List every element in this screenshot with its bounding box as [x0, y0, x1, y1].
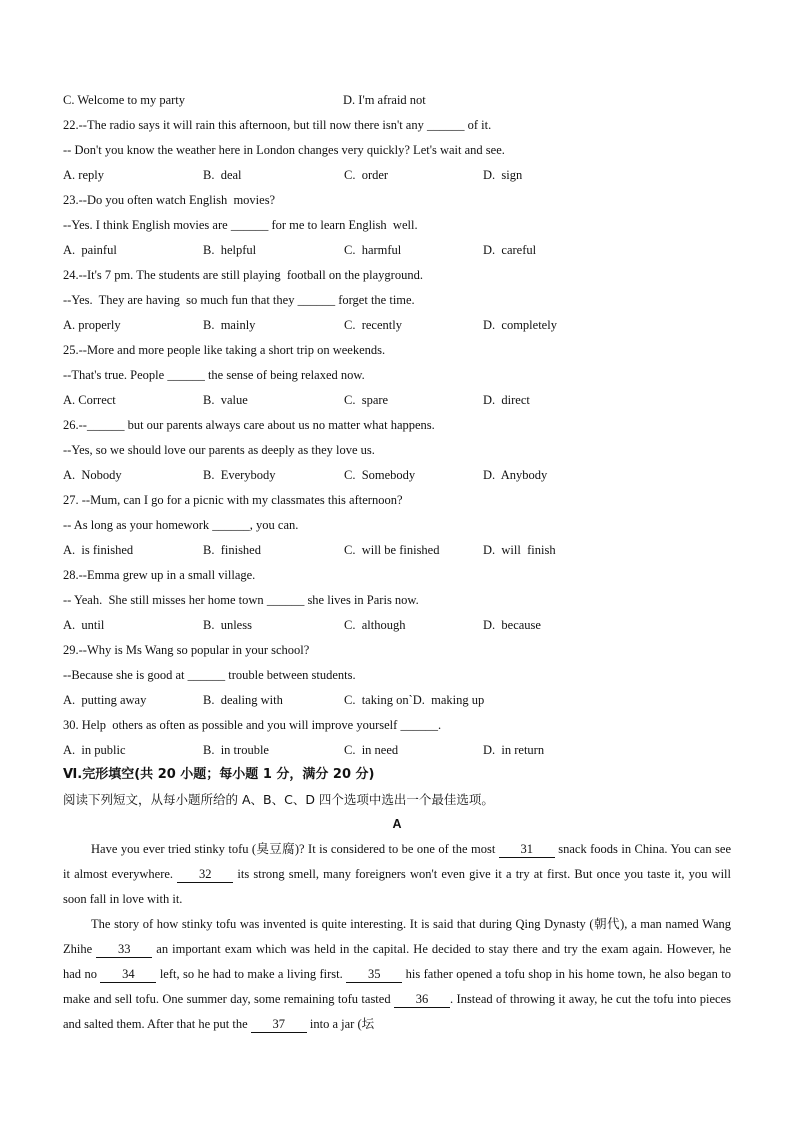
option-a[interactable]: A. painful [63, 243, 117, 257]
question-number: 28. [63, 568, 79, 582]
option-b[interactable]: B. value [203, 393, 248, 407]
option-d[interactable]: D. completely [483, 318, 557, 332]
question-response [63, 438, 731, 463]
option-a[interactable]: A. putting away [63, 693, 147, 707]
option-c[interactable]: C. order [344, 168, 389, 182]
option-d[interactable]: D. will finish [483, 543, 556, 557]
option-c[interactable]: C. although [344, 618, 406, 632]
blank-35[interactable]: 35 [346, 967, 402, 983]
passage-text: an important exam which was held in the capital. He decided to stay there and try the exam again. However, he had no [63, 942, 731, 981]
question-text: for me to learn English well. [268, 218, 418, 232]
section-instruction: 阅读下列短文，从每小题所给的 A、B、C、D 四个选项中选出一个最佳选项。 [63, 792, 494, 807]
options-row [63, 313, 731, 338]
question-response [63, 213, 731, 238]
question-response [63, 588, 731, 613]
question-prompt [63, 563, 731, 588]
question-text: --The radio says it will rain this afternoon, but till now there isn't any [78, 118, 427, 132]
passage-text: left, so he had to make a living first. [156, 967, 347, 981]
passage-text: into a jar (坛 [306, 1017, 375, 1031]
option-b[interactable]: B. dealing with [203, 693, 283, 707]
passage-text: Have you ever tried stinky tofu (臭豆腐)? It is considered to be one of the most [91, 842, 499, 856]
q21-options-tail [63, 88, 731, 113]
question-prompt [63, 713, 731, 738]
blank-36[interactable]: 36 [394, 992, 450, 1008]
blank-31[interactable]: 31 [499, 842, 555, 858]
options-row [63, 388, 731, 413]
option-d[interactable]: D. I'm afraid not [343, 93, 426, 107]
answer-blank[interactable]: ______ [212, 518, 250, 532]
option-b[interactable]: B. mainly [203, 318, 256, 332]
question-text: she lives in Paris now. [304, 593, 419, 607]
option-a[interactable]: A. until [63, 618, 105, 632]
question-text: -- Don't you know the weather here in London changes very quickly? Let's wait and see. [63, 143, 505, 157]
passage-paragraph-2 [63, 912, 731, 1037]
option-b[interactable]: B. finished [203, 543, 261, 557]
question-number: 25. [63, 343, 79, 357]
question-text: --Because she is good at [63, 668, 188, 682]
option-a[interactable]: A. Nobody [63, 468, 122, 482]
option-a[interactable]: A. properly [63, 318, 121, 332]
options-row [63, 613, 731, 638]
question-text: --Mum, can I go for a picnic with my classmates this afternoon? [78, 493, 403, 507]
question-number: 22. [63, 118, 79, 132]
question-text: --Yes, so we should love our parents as deeply as they love us. [63, 443, 375, 457]
question-text: . [437, 718, 442, 732]
section-title: Ⅵ.完形填空(共 20 小题；每小题 1 分，满分 20 分) [63, 767, 375, 782]
blank-32[interactable]: 32 [177, 867, 233, 883]
option-c[interactable]: C. in need [344, 743, 399, 757]
answer-blank[interactable]: ______ [167, 368, 205, 382]
question-text: -- As long as your homework [63, 518, 213, 532]
option-d[interactable]: D. because [483, 618, 541, 632]
question-text: trouble between students. [225, 668, 356, 682]
answer-blank[interactable]: ______ [297, 293, 336, 307]
options-row [63, 688, 731, 713]
passage-paragraph-1 [63, 837, 731, 912]
passage-text: snack foods in China. You can see it almost everywhere. [63, 842, 731, 881]
options-row [63, 463, 731, 488]
question-text: --Emma grew up in a small village. [78, 568, 256, 582]
exam-page [63, 88, 731, 1037]
option-a[interactable]: A. Correct [63, 393, 116, 407]
answer-blank[interactable]: ______ [400, 718, 438, 732]
passage-text: its strong smell, many foreigners won't even give it a try at first. But once you taste it, you will soon fall in love with it. [63, 867, 731, 906]
question-text: --More and more people like taking a short trip on weekends. [78, 343, 386, 357]
option-b[interactable]: B. unless [203, 618, 252, 632]
question-text: --Yes. I think English movies are [63, 218, 231, 232]
question-number: 23. [63, 193, 79, 207]
question-prompt [63, 638, 731, 663]
question-text: , you can. [249, 518, 299, 532]
option-c[interactable]: C. recently [344, 318, 402, 332]
question-prompt [63, 263, 731, 288]
option-d[interactable]: D. direct [483, 393, 530, 407]
question-text: forget the time. [335, 293, 415, 307]
option-c[interactable]: C. Somebody [344, 468, 416, 482]
question-number: 24. [63, 268, 79, 282]
option-b[interactable]: B. helpful [203, 243, 257, 257]
question-number: 29. [63, 643, 79, 657]
question-text: but our parents always care about us no matter what happens. [124, 418, 435, 432]
option-c[interactable]: C. harmful [344, 243, 402, 257]
question-text: the sense of being relaxed now. [204, 368, 365, 382]
passage-label: A [392, 817, 402, 831]
option-b[interactable]: B. deal [203, 168, 242, 182]
question-prompt [63, 488, 731, 513]
option-c[interactable]: C. Welcome to my party [63, 93, 186, 107]
question-prompt [63, 113, 731, 138]
question-prompt [63, 188, 731, 213]
blank-33[interactable]: 33 [96, 942, 152, 958]
answer-blank[interactable]: ______ [266, 593, 305, 607]
question-response [63, 138, 731, 163]
question-text: --That's true. People [63, 368, 168, 382]
question-text: --Why is Ms Wang so popular in your school? [78, 643, 310, 657]
option-c[interactable]: C. will be finished [344, 543, 440, 557]
options-row [63, 163, 731, 188]
answer-blank[interactable]: ______ [187, 668, 226, 682]
passage-text: . Instead of throwing it away, he cut the tofu into pieces and salted them. After that he put the [63, 992, 731, 1031]
answer-blank[interactable]: ______ [86, 418, 125, 432]
option-a[interactable]: A. in public [63, 743, 126, 757]
question-prompt [63, 338, 731, 363]
question-response [63, 363, 731, 388]
option-d[interactable]: D. in return [483, 743, 545, 757]
options-row [63, 538, 731, 563]
question-text: Help others as often as possible and you will improve yourself [78, 718, 401, 732]
question-text: of it. [464, 118, 492, 132]
question-text: --Yes. They are having so much fun that they [63, 293, 298, 307]
question-response [63, 513, 731, 538]
question-text: --Do you often watch English movies? [78, 193, 276, 207]
question-text: --It's 7 pm. The students are still playing football on the playground. [78, 268, 423, 282]
question-list [63, 113, 731, 763]
question-response [63, 288, 731, 313]
question-text: -- Yeah. She still misses her home town [63, 593, 267, 607]
question-number: 27. [63, 493, 79, 507]
option-a[interactable]: A. is finished [63, 543, 134, 557]
answer-blank[interactable]: ______ [230, 218, 269, 232]
option-c[interactable]: C. taking on`D. making up [344, 693, 485, 707]
option-d[interactable]: D. Anybody [483, 468, 548, 482]
option-d[interactable]: D. sign [483, 168, 523, 182]
passage-text: The story of how stinky tofu was invented is quite interesting. It is said that during Qing Dynasty (朝代), a man named Wang Zhihe [63, 917, 731, 956]
option-b[interactable]: B. Everybody [203, 468, 276, 482]
option-d[interactable]: D. careful [483, 243, 537, 257]
answer-blank[interactable]: ______ [426, 118, 465, 132]
options-row [63, 238, 731, 263]
blank-37[interactable]: 37 [251, 1017, 307, 1033]
question-response [63, 663, 731, 688]
question-text: -- [78, 418, 87, 432]
option-c[interactable]: C. spare [344, 393, 389, 407]
question-number: 30. [63, 718, 79, 732]
option-b[interactable]: B. in trouble [203, 743, 269, 757]
question-number: 26. [63, 418, 79, 432]
passage-text: his father opened a tofu shop in his home town, he also began to make and sell tofu. One summer day, some remaining tofu tasted [63, 967, 731, 1006]
question-prompt [63, 413, 731, 438]
option-a[interactable]: A. reply [63, 168, 104, 182]
blank-34[interactable]: 34 [100, 967, 156, 983]
options-row [63, 738, 731, 763]
